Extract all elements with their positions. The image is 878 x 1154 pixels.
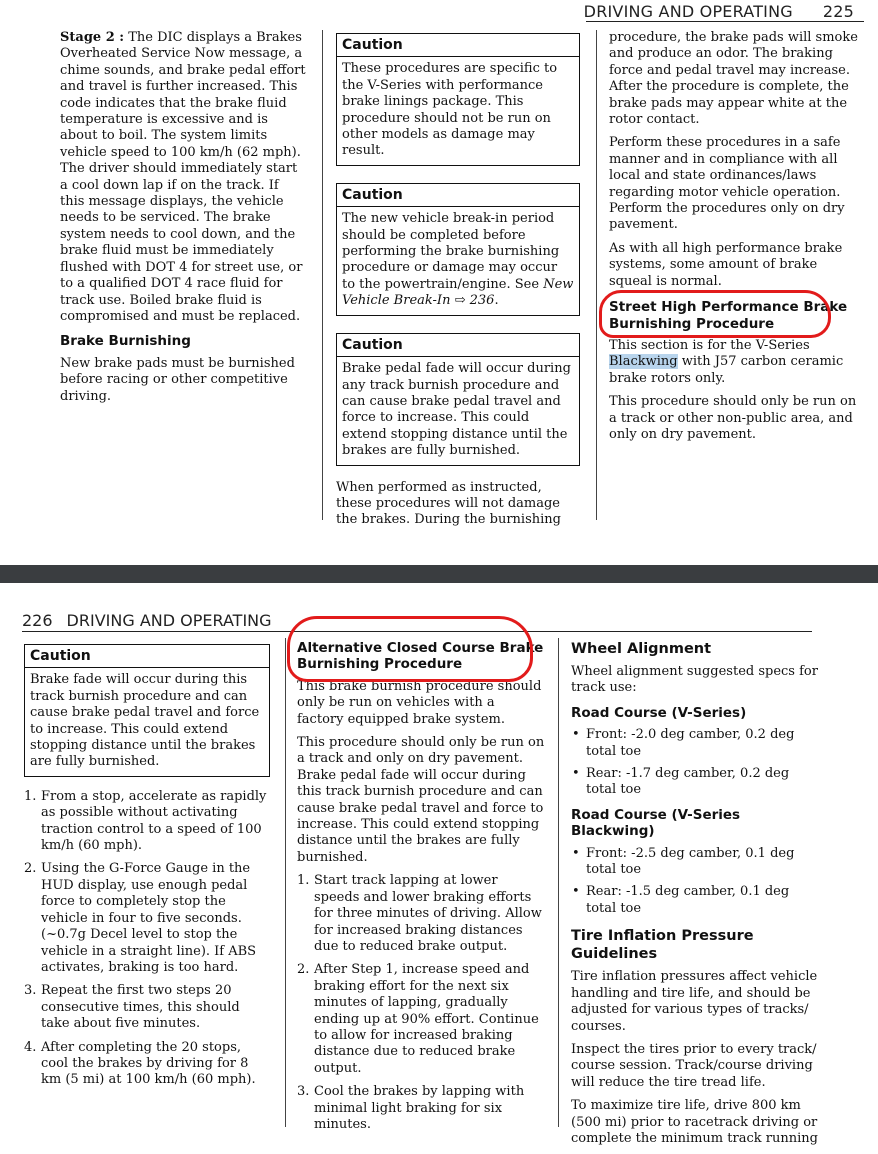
column-divider bbox=[596, 30, 597, 520]
column-3 bbox=[571, 640, 819, 1154]
header-title: DRIVING AND OPERATING bbox=[66, 611, 272, 630]
list-item bbox=[297, 962, 545, 1077]
list-item: • Rear: -1.5 deg camber, 0.1 deg total toe bbox=[571, 884, 819, 917]
column-2 bbox=[297, 640, 545, 1140]
caution-text: Brake fade will occur during this track burnish procedure and can cause brake pedal travel and force to increase. This could extend stopping distance until the brakes are fully burnished. bbox=[30, 672, 260, 770]
header-rule bbox=[586, 21, 864, 22]
paragraph: This procedure should only be run on a track and only on dry pavement. Brake pedal fade will occur during this track burnish procedure and can cause brake pedal travel and force to increase. This could extend stopping distance until the brakes are fully burnished. bbox=[297, 735, 545, 865]
text: with J57 carbon ceramic brake rotors only. bbox=[609, 354, 844, 386]
paragraph: This brake burnish procedure should only be run on vehicles with a factory equipped brake system. bbox=[297, 678, 542, 727]
caution-box bbox=[336, 33, 580, 166]
break-in-link[interactable]: New Vehicle Break-In bbox=[342, 276, 574, 309]
alternative-steps bbox=[297, 873, 545, 1133]
caution-box bbox=[336, 333, 580, 466]
header-rule bbox=[22, 631, 812, 632]
stage2-text: The DIC displays a Brakes Overheated Service Now message, a chime sounds, and brake pedal effort and travel is further increased. This code indicates that the brake fluid temperature is excessive and is about to boil. The system limits vehicle speed to 100 km/h (62 mph). The driver should immediately start a cool down lap if on the track. If this message displays, the vehicle needs to be serviced. The brake system needs to cool down, and the brake fluid must be immediately flushed with DOT 4 for street use, or to a qualified DOT 4 race fluid for track use. Boiled brake fluid is compromised and must be replaced. bbox=[60, 30, 306, 324]
column-divider bbox=[558, 638, 559, 1127]
list-item bbox=[24, 861, 270, 976]
alignment-list bbox=[571, 846, 819, 918]
page-header bbox=[584, 2, 854, 21]
wheel-alignment-heading: Wheel Alignment bbox=[571, 641, 712, 657]
list-item: • Front: -2.0 deg camber, 0.2 deg total toe bbox=[571, 727, 819, 760]
paragraph bbox=[609, 338, 859, 387]
step-text: Start track lapping at lower speeds and lower braking efforts for three minutes of driving. Allow for increased braking distances due to reduced brake output. bbox=[314, 873, 542, 954]
caution-title: Caution bbox=[25, 645, 269, 668]
page-number: 225 bbox=[822, 2, 854, 21]
page-ref[interactable]: 236 bbox=[465, 293, 495, 309]
stage2-label: Stage 2 : bbox=[60, 30, 125, 45]
step-number: 2. bbox=[24, 861, 37, 877]
caution-title: Caution bbox=[337, 34, 579, 57]
header-title: DRIVING AND OPERATING bbox=[583, 2, 793, 21]
caution-text bbox=[337, 207, 579, 314]
step-number: 2. bbox=[297, 962, 310, 978]
list-item: • Rear: -1.7 deg camber, 0.2 deg total toe bbox=[571, 766, 819, 799]
caution-text: These procedures are specific to the V-Series with performance brake linings package. This procedure should not be run on other models as damage may result. bbox=[342, 61, 558, 159]
caution-box bbox=[24, 644, 270, 777]
column-2 bbox=[336, 33, 580, 536]
step-number: 4. bbox=[24, 1039, 37, 1055]
list-item bbox=[297, 873, 545, 955]
alternative-procedure-heading: Alternative Closed Course Brake Burnishing Procedure bbox=[297, 640, 544, 673]
column-1 bbox=[24, 644, 270, 1096]
road-course-heading: Road Course (V-Series) bbox=[571, 704, 747, 721]
paragraph: Inspect the tires prior to every track/ course session. Track/course driving will reduce the tire tread life. bbox=[571, 1041, 817, 1090]
paragraph: To maximize tire life, drive 800 km (500 mi) prior to racetrack driving or complete the minimum track running bbox=[571, 1098, 818, 1146]
alignment-list bbox=[571, 727, 819, 799]
page-number: 226 bbox=[22, 611, 53, 630]
page-separator bbox=[0, 565, 878, 583]
column-1 bbox=[60, 30, 306, 412]
caution-end: . bbox=[494, 293, 499, 309]
street-procedure-heading: Street High Performance Brake Burnishing Procedure bbox=[609, 299, 848, 332]
caution-box bbox=[336, 183, 580, 316]
text: This section is for the V-Series bbox=[609, 337, 810, 353]
step-text: After Step 1, increase speed and braking effort for the next six minutes of lapping, gradually ending up at 90% effort. Continue to allow for increased braking distance due to reduced brake output. bbox=[314, 962, 539, 1076]
caution-text: Brake pedal fade will occur during any track burnish procedure and can cause brake pedal travel and force to increase. This could extend stopping distance until the brakes are fully burnished. bbox=[342, 361, 571, 459]
paragraph: procedure, the brake pads will smoke and produce an odor. The braking force and pedal travel may increase. After the procedure is complete, the brake pads may appear white at the rotor contact. bbox=[609, 30, 858, 128]
manual-page-225 bbox=[0, 0, 878, 565]
road-course-blackwing-heading: Road Course (V-Series Blackwing) bbox=[571, 806, 741, 840]
step-number: 1. bbox=[24, 788, 37, 804]
paragraph: This procedure should only be run on a track or other non-public area, and only on dry pavement. bbox=[609, 394, 857, 442]
brake-burnishing-heading: Brake Burnishing bbox=[60, 333, 191, 350]
step-text: Cool the brakes by lapping with minimal light braking for six minutes. bbox=[314, 1084, 525, 1132]
page-ref-arrow-icon: ⇨ bbox=[454, 293, 466, 309]
step-number: 3. bbox=[24, 983, 37, 999]
column-divider bbox=[285, 638, 286, 1127]
column-divider bbox=[322, 30, 323, 520]
step-text: Using the G-Force Gauge in the HUD display, use enough pedal force to completely stop the vehicle in four to five seconds. (~0.7g Decel level to stop the vehicle in a straight line). If ABS activates, braking is too hard. bbox=[41, 861, 257, 975]
paragraph: Wheel alignment suggested specs for track use: bbox=[571, 664, 818, 696]
step-text: From a stop, accelerate as rapidly as possible without activating traction control to a speed of 100 km/h (60 mph). bbox=[41, 788, 267, 854]
paragraph: Perform these procedures in a safe manner and in compliance with all local and state ordinances/laws regarding motor vehicle operation. Perform the procedures only on dry pavement. bbox=[609, 135, 845, 233]
step-number: 3. bbox=[297, 1084, 310, 1100]
manual-page-226 bbox=[0, 583, 878, 1146]
list-item: • Front: -2.5 deg camber, 0.1 deg total toe bbox=[571, 846, 819, 879]
paragraph: As with all high performance brake systems, some amount of brake squeal is normal. bbox=[609, 240, 843, 289]
column-3 bbox=[609, 30, 859, 450]
list-item bbox=[297, 1084, 545, 1133]
step-text: Repeat the first two steps 20 consecutive times, this should take about five minutes. bbox=[41, 983, 240, 1032]
highlighted-text: Blackwing bbox=[609, 354, 678, 370]
list-item bbox=[24, 1040, 270, 1089]
step-text: After completing the 20 stops, cool the brakes by driving for 8 km (5 mi) at 100 km/h (60 mph). bbox=[41, 1039, 256, 1088]
list-item bbox=[24, 789, 270, 855]
burnish-steps bbox=[24, 789, 270, 1089]
brake-burnishing-text: New brake pads must be burnished before racing or other competitive driving. bbox=[60, 355, 295, 404]
procedures-text: When performed as instructed, these procedures will not damage the brakes. During the burnishing bbox=[336, 479, 561, 528]
paragraph: Tire inflation pressures affect vehicle handling and tire life, and should be adjusted for various types of tracks/ courses. bbox=[571, 969, 818, 1034]
step-number: 1. bbox=[297, 873, 310, 889]
caution-title: Caution bbox=[337, 184, 579, 207]
caution-text-body: The new vehicle break-in period should be completed before performing the brake burnishing procedure or damage may occur to the powertrain/engine. See bbox=[342, 211, 560, 292]
page-header bbox=[22, 611, 272, 630]
caution-title: Caution bbox=[337, 334, 579, 357]
list-item bbox=[24, 983, 270, 1032]
tire-inflation-heading: Tire Inflation Pressure Guidelines bbox=[571, 928, 754, 963]
stage2-paragraph bbox=[60, 30, 306, 325]
